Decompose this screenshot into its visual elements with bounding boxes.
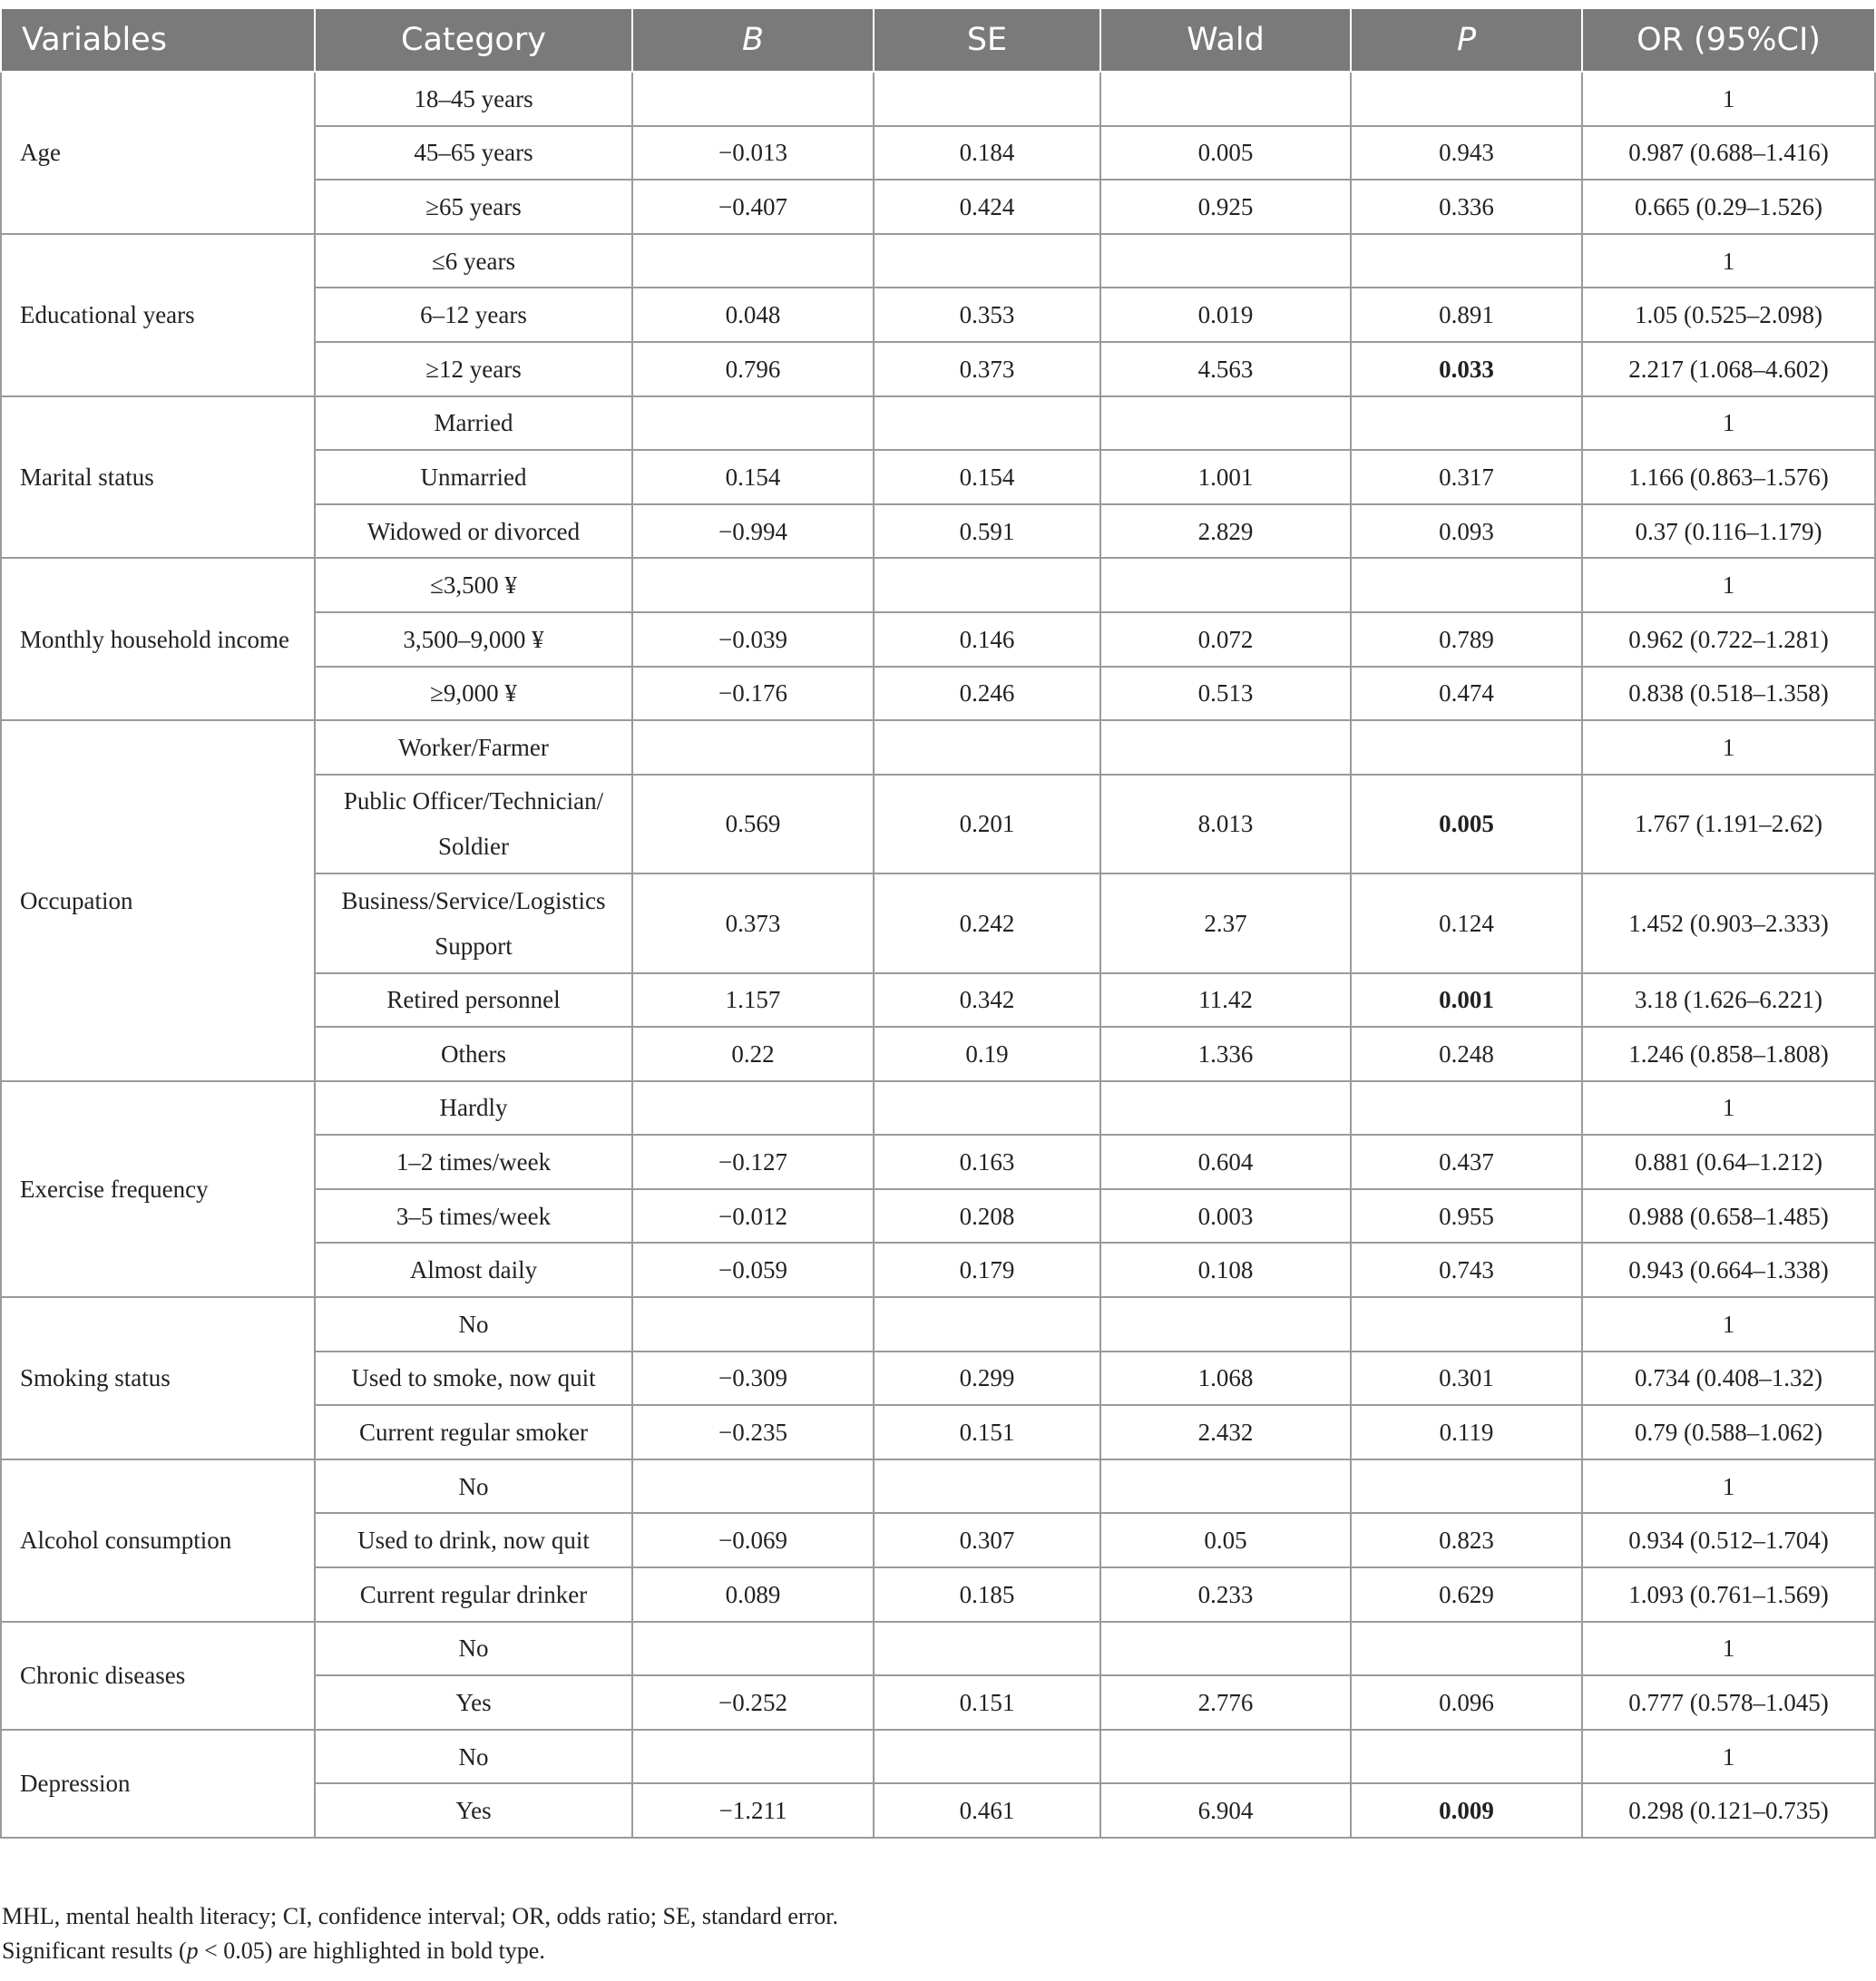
- p-value-cell: 0.336: [1351, 180, 1582, 234]
- odds-ratio-cell: 1: [1582, 1297, 1875, 1352]
- table-row: [1, 558, 1875, 612]
- odds-ratio-cell: 0.665 (0.29–1.526): [1582, 180, 1875, 234]
- b-cell: −0.252: [632, 1675, 874, 1730]
- se-cell: 0.242: [874, 873, 1100, 972]
- se-cell: 0.19: [874, 1027, 1100, 1081]
- b-cell: [632, 72, 874, 126]
- se-cell: 0.591: [874, 504, 1100, 559]
- odds-ratio-cell: 1.093 (0.761–1.569): [1582, 1567, 1875, 1622]
- b-cell: [632, 1081, 874, 1136]
- table-row: [1, 72, 1875, 126]
- wald-cell: 0.05: [1100, 1513, 1351, 1567]
- wald-cell: 1.336: [1100, 1027, 1351, 1081]
- b-cell: [632, 396, 874, 451]
- wald-cell: [1100, 1459, 1351, 1514]
- odds-ratio-cell: 0.37 (0.116–1.179): [1582, 504, 1875, 559]
- category-cell: Others: [315, 1027, 632, 1081]
- variable-name-cell: Educational years: [1, 234, 315, 396]
- p-value-cell: 0.005: [1351, 775, 1582, 873]
- header-category: Category: [315, 8, 632, 72]
- category-cell: ≤3,500 ¥: [315, 558, 632, 612]
- category-cell: Almost daily: [315, 1243, 632, 1297]
- category-cell: ≥65 years: [315, 180, 632, 234]
- b-cell: −0.994: [632, 504, 874, 559]
- odds-ratio-cell: 1.767 (1.191–2.62): [1582, 775, 1875, 873]
- b-cell: −0.059: [632, 1243, 874, 1297]
- odds-ratio-cell: 3.18 (1.626–6.221): [1582, 973, 1875, 1028]
- wald-cell: 1.068: [1100, 1352, 1351, 1406]
- p-value-cell: 0.009: [1351, 1783, 1582, 1838]
- b-cell: −0.039: [632, 612, 874, 667]
- odds-ratio-cell: 0.881 (0.64–1.212): [1582, 1135, 1875, 1189]
- se-cell: [874, 1622, 1100, 1676]
- b-cell: −0.012: [632, 1189, 874, 1244]
- p-value-cell: [1351, 1297, 1582, 1352]
- wald-cell: [1100, 558, 1351, 612]
- b-cell: [632, 1730, 874, 1784]
- se-cell: 0.208: [874, 1189, 1100, 1244]
- header-p: P: [1351, 8, 1582, 72]
- table-body: [1, 72, 1875, 1838]
- p-value-cell: 0.301: [1351, 1352, 1582, 1406]
- wald-cell: 1.001: [1100, 450, 1351, 504]
- category-cell: Hardly: [315, 1081, 632, 1136]
- odds-ratio-cell: 1: [1582, 1459, 1875, 1514]
- odds-ratio-cell: 0.777 (0.578–1.045): [1582, 1675, 1875, 1730]
- se-cell: 0.146: [874, 612, 1100, 667]
- p-value-cell: 0.437: [1351, 1135, 1582, 1189]
- b-cell: −0.127: [632, 1135, 874, 1189]
- b-cell: 0.569: [632, 775, 874, 873]
- p-value-cell: 0.823: [1351, 1513, 1582, 1567]
- header-b: B: [632, 8, 874, 72]
- wald-cell: [1100, 396, 1351, 451]
- p-value-cell: 0.096: [1351, 1675, 1582, 1730]
- category-cell: Current regular smoker: [315, 1405, 632, 1459]
- b-cell: 0.373: [632, 873, 874, 972]
- wald-cell: [1100, 720, 1351, 775]
- se-cell: [874, 720, 1100, 775]
- se-cell: [874, 1459, 1100, 1514]
- se-cell: [874, 558, 1100, 612]
- p-value-cell: 0.891: [1351, 288, 1582, 342]
- b-cell: 1.157: [632, 973, 874, 1028]
- wald-cell: 0.925: [1100, 180, 1351, 234]
- variable-name-cell: Smoking status: [1, 1297, 315, 1459]
- b-cell: [632, 558, 874, 612]
- se-cell: [874, 396, 1100, 451]
- odds-ratio-cell: 1: [1582, 396, 1875, 451]
- category-cell: Business/Service/Logistics Support: [315, 873, 632, 972]
- b-cell: −1.211: [632, 1783, 874, 1838]
- table-footnotes: [2, 1899, 838, 1968]
- table-row: [1, 1459, 1875, 1514]
- wald-cell: 0.072: [1100, 612, 1351, 667]
- wald-cell: 0.604: [1100, 1135, 1351, 1189]
- odds-ratio-cell: 1: [1582, 234, 1875, 288]
- table-row: [1, 234, 1875, 288]
- b-cell: [632, 234, 874, 288]
- se-cell: 0.342: [874, 973, 1100, 1028]
- p-value-cell: 0.033: [1351, 342, 1582, 396]
- category-cell: ≥12 years: [315, 342, 632, 396]
- odds-ratio-cell: 1.166 (0.863–1.576): [1582, 450, 1875, 504]
- category-cell: 6–12 years: [315, 288, 632, 342]
- b-cell: −0.407: [632, 180, 874, 234]
- p-value-cell: [1351, 1730, 1582, 1784]
- b-cell: [632, 1459, 874, 1514]
- table-row: [1, 1297, 1875, 1352]
- variable-name-cell: Occupation: [1, 720, 315, 1081]
- b-cell: 0.154: [632, 450, 874, 504]
- category-cell: 45–65 years: [315, 126, 632, 181]
- p-value-cell: 0.629: [1351, 1567, 1582, 1622]
- odds-ratio-cell: 0.934 (0.512–1.704): [1582, 1513, 1875, 1567]
- se-cell: [874, 72, 1100, 126]
- p-value-cell: 0.001: [1351, 973, 1582, 1028]
- footnote-significance: [2, 1934, 838, 1968]
- odds-ratio-cell: 0.838 (0.518–1.358): [1582, 667, 1875, 721]
- se-cell: 0.424: [874, 180, 1100, 234]
- variable-name-cell: Depression: [1, 1730, 315, 1838]
- category-cell: Married: [315, 396, 632, 451]
- odds-ratio-cell: 0.987 (0.688–1.416): [1582, 126, 1875, 181]
- b-cell: [632, 1622, 874, 1676]
- p-value-cell: [1351, 72, 1582, 126]
- b-cell: −0.309: [632, 1352, 874, 1406]
- wald-cell: 0.108: [1100, 1243, 1351, 1297]
- table-row: [1, 396, 1875, 451]
- odds-ratio-cell: 1.452 (0.903–2.333): [1582, 873, 1875, 972]
- table-row: [1, 720, 1875, 775]
- odds-ratio-cell: 0.734 (0.408–1.32): [1582, 1352, 1875, 1406]
- se-cell: 0.373: [874, 342, 1100, 396]
- se-cell: 0.151: [874, 1405, 1100, 1459]
- se-cell: [874, 1297, 1100, 1352]
- p-value-cell: 0.943: [1351, 126, 1582, 181]
- wald-cell: 0.513: [1100, 667, 1351, 721]
- category-cell: Yes: [315, 1675, 632, 1730]
- wald-cell: 2.432: [1100, 1405, 1351, 1459]
- b-cell: [632, 1297, 874, 1352]
- wald-cell: [1100, 234, 1351, 288]
- odds-ratio-cell: 1: [1582, 720, 1875, 775]
- table-header: [1, 8, 1875, 72]
- se-cell: 0.307: [874, 1513, 1100, 1567]
- footnote-p-symbol: p: [186, 1937, 199, 1964]
- wald-cell: 6.904: [1100, 1783, 1351, 1838]
- b-cell: 0.089: [632, 1567, 874, 1622]
- table-row: [1, 1622, 1875, 1676]
- odds-ratio-cell: 1: [1582, 1081, 1875, 1136]
- b-cell: −0.235: [632, 1405, 874, 1459]
- se-cell: [874, 234, 1100, 288]
- odds-ratio-cell: 1.05 (0.525–2.098): [1582, 288, 1875, 342]
- wald-cell: 0.003: [1100, 1189, 1351, 1244]
- se-cell: 0.353: [874, 288, 1100, 342]
- category-cell: No: [315, 1297, 632, 1352]
- table-row: [1, 1730, 1875, 1784]
- category-cell: ≥9,000 ¥: [315, 667, 632, 721]
- category-cell: No: [315, 1622, 632, 1676]
- footnote-significance-suffix: < 0.05) are highlighted in bold type.: [198, 1937, 545, 1964]
- se-cell: 0.163: [874, 1135, 1100, 1189]
- odds-ratio-cell: 1: [1582, 1622, 1875, 1676]
- regression-table: [0, 7, 1876, 1839]
- odds-ratio-cell: 1: [1582, 558, 1875, 612]
- se-cell: 0.185: [874, 1567, 1100, 1622]
- wald-cell: 2.776: [1100, 1675, 1351, 1730]
- odds-ratio-cell: 1: [1582, 1730, 1875, 1784]
- variable-name-cell: Alcohol consumption: [1, 1459, 315, 1622]
- se-cell: 0.201: [874, 775, 1100, 873]
- odds-ratio-cell: 2.217 (1.068–4.602): [1582, 342, 1875, 396]
- odds-ratio-cell: 0.943 (0.664–1.338): [1582, 1243, 1875, 1297]
- p-value-cell: [1351, 234, 1582, 288]
- category-cell: Worker/Farmer: [315, 720, 632, 775]
- header-row: [1, 8, 1875, 72]
- table-row: [1, 1081, 1875, 1136]
- b-cell: −0.176: [632, 667, 874, 721]
- odds-ratio-cell: 0.79 (0.588–1.062): [1582, 1405, 1875, 1459]
- header-se: SE: [874, 8, 1100, 72]
- p-value-cell: 0.317: [1351, 450, 1582, 504]
- category-cell: Yes: [315, 1783, 632, 1838]
- p-value-cell: 0.474: [1351, 667, 1582, 721]
- odds-ratio-cell: 1: [1582, 72, 1875, 126]
- b-cell: −0.013: [632, 126, 874, 181]
- category-cell: 1–2 times/week: [315, 1135, 632, 1189]
- variable-name-cell: Marital status: [1, 396, 315, 559]
- se-cell: 0.246: [874, 667, 1100, 721]
- category-cell: 18–45 years: [315, 72, 632, 126]
- se-cell: [874, 1730, 1100, 1784]
- footnote-abbreviations: MHL, mental health literacy; CI, confidence interval; OR, odds ratio; SE, standard error.: [2, 1903, 839, 1929]
- b-cell: 0.22: [632, 1027, 874, 1081]
- wald-cell: [1100, 1622, 1351, 1676]
- wald-cell: [1100, 72, 1351, 126]
- wald-cell: 0.233: [1100, 1567, 1351, 1622]
- p-value-cell: 0.248: [1351, 1027, 1582, 1081]
- se-cell: 0.154: [874, 450, 1100, 504]
- wald-cell: 2.829: [1100, 504, 1351, 559]
- wald-cell: [1100, 1297, 1351, 1352]
- wald-cell: 0.019: [1100, 288, 1351, 342]
- b-cell: [632, 720, 874, 775]
- wald-cell: 11.42: [1100, 973, 1351, 1028]
- category-cell: 3,500–9,000 ¥: [315, 612, 632, 667]
- wald-cell: 8.013: [1100, 775, 1351, 873]
- category-cell: ≤6 years: [315, 234, 632, 288]
- wald-cell: 2.37: [1100, 873, 1351, 972]
- p-value-cell: [1351, 558, 1582, 612]
- odds-ratio-cell: 0.988 (0.658–1.485): [1582, 1189, 1875, 1244]
- b-cell: 0.048: [632, 288, 874, 342]
- category-cell: Used to smoke, now quit: [315, 1352, 632, 1406]
- variable-name-cell: Chronic diseases: [1, 1622, 315, 1730]
- p-value-cell: [1351, 1622, 1582, 1676]
- se-cell: 0.184: [874, 126, 1100, 181]
- b-cell: −0.069: [632, 1513, 874, 1567]
- variable-name-cell: Monthly household income: [1, 558, 315, 720]
- p-value-cell: [1351, 1459, 1582, 1514]
- category-cell: Unmarried: [315, 450, 632, 504]
- wald-cell: 4.563: [1100, 342, 1351, 396]
- variable-name-cell: Age: [1, 72, 315, 234]
- wald-cell: 0.005: [1100, 126, 1351, 181]
- category-cell: Retired personnel: [315, 973, 632, 1028]
- p-value-cell: 0.124: [1351, 873, 1582, 972]
- regression-table-container: [0, 7, 1876, 1839]
- odds-ratio-cell: 1.246 (0.858–1.808): [1582, 1027, 1875, 1081]
- p-value-cell: 0.093: [1351, 504, 1582, 559]
- category-cell: Current regular drinker: [315, 1567, 632, 1622]
- header-variables: Variables: [1, 8, 315, 72]
- b-cell: 0.796: [632, 342, 874, 396]
- header-or: OR (95%CI): [1582, 8, 1875, 72]
- p-value-cell: 0.955: [1351, 1189, 1582, 1244]
- category-cell: Widowed or divorced: [315, 504, 632, 559]
- se-cell: [874, 1081, 1100, 1136]
- p-value-cell: 0.743: [1351, 1243, 1582, 1297]
- category-cell: 3–5 times/week: [315, 1189, 632, 1244]
- wald-cell: [1100, 1730, 1351, 1784]
- p-value-cell: 0.119: [1351, 1405, 1582, 1459]
- p-value-cell: 0.789: [1351, 612, 1582, 667]
- category-cell: No: [315, 1459, 632, 1514]
- p-value-cell: [1351, 1081, 1582, 1136]
- category-cell: No: [315, 1730, 632, 1784]
- category-cell: Used to drink, now quit: [315, 1513, 632, 1567]
- category-cell: Public Officer/Technician/ Soldier: [315, 775, 632, 873]
- odds-ratio-cell: 0.298 (0.121–0.735): [1582, 1783, 1875, 1838]
- p-value-cell: [1351, 396, 1582, 451]
- footnote-significance-prefix: Significant results (: [2, 1937, 187, 1964]
- se-cell: 0.179: [874, 1243, 1100, 1297]
- header-wald: Wald: [1100, 8, 1351, 72]
- wald-cell: [1100, 1081, 1351, 1136]
- se-cell: 0.151: [874, 1675, 1100, 1730]
- odds-ratio-cell: 0.962 (0.722–1.281): [1582, 612, 1875, 667]
- se-cell: 0.461: [874, 1783, 1100, 1838]
- se-cell: 0.299: [874, 1352, 1100, 1406]
- variable-name-cell: Exercise frequency: [1, 1081, 315, 1297]
- p-value-cell: [1351, 720, 1582, 775]
